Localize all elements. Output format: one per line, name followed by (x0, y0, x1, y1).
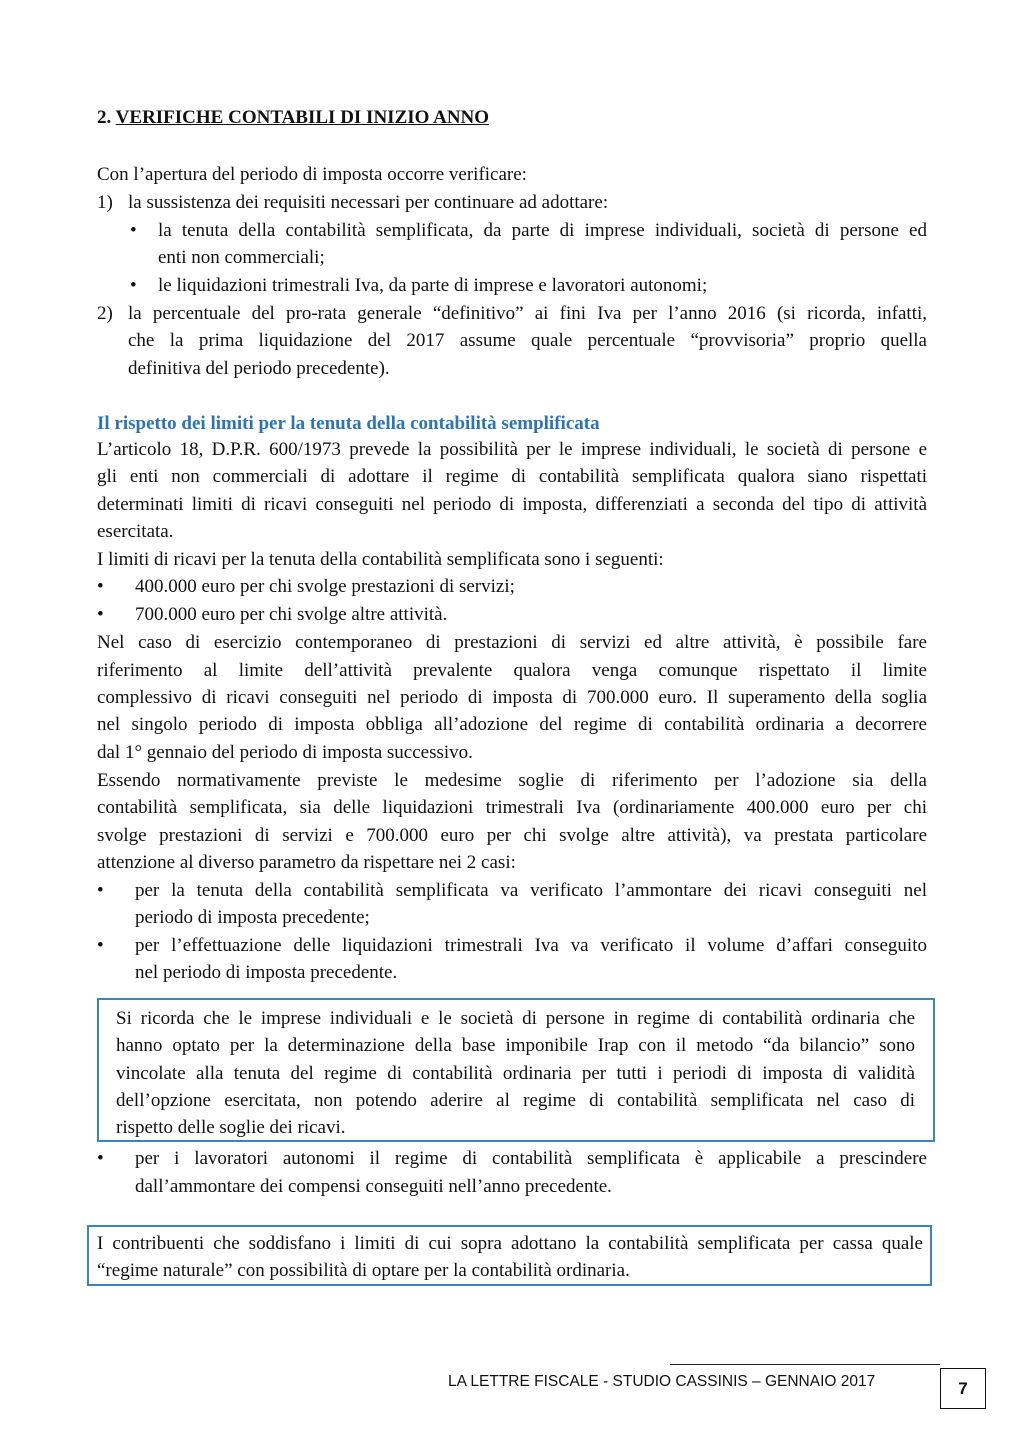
bullet-icon: • (97, 604, 104, 625)
sub-item-1-line-2: enti non commerciali; (158, 247, 325, 268)
paragraph-1-line-2: gli enti non commerciali di adottare il regime di contabilità semplificata qualora siano rispettati (97, 466, 927, 487)
paragraph-1-line-4: esercitata. (97, 521, 174, 542)
limit-1: 400.000 euro per chi svolge prestazioni di servizi; (135, 576, 515, 597)
footer-text: LA LETTRE FISCALE - STUDIO CASSINIS – GENNAIO 2017 (448, 1373, 876, 1390)
paragraph-3-line-1: Nel caso di esercizio contemporaneo di prestazioni di servizi ed altre attività, è possibile fare (97, 632, 927, 653)
paragraph-1-line-3: determinati limiti di ricavi conseguiti nel periodo di imposta, differenziati a seconda del tipo di attività (97, 494, 927, 515)
item-1-number: 1) (97, 192, 113, 213)
summary-box-line-2: “regime naturale” con possibilità di optare per la contabilità ordinaria. (97, 1260, 630, 1281)
limit-2: 700.000 euro per chi svolge altre attività. (135, 604, 448, 625)
case-3-line-2: dall’ammontare dei compensi conseguiti nell’anno precedente. (135, 1176, 612, 1197)
bullet-icon: • (97, 935, 104, 956)
case-2-line-2: nel periodo di imposta precedente. (135, 962, 398, 983)
case-3-line-1: per i lavoratori autonomi il regime di contabilità semplificata è applicabile a prescindere (135, 1148, 927, 1169)
section-title: VERIFICHE CONTABILI DI INIZIO ANNO (115, 107, 490, 128)
paragraph-3-line-3: complessivo di ricavi conseguiti nel periodo di imposta di 700.000 euro. Il superamento della soglia (97, 687, 927, 708)
paragraph-4-line-1: Essendo normativamente previste le medesime soglie di riferimento per l’adozione sia della (97, 770, 927, 791)
paragraph-3-line-5: dal 1° gennaio del periodo di imposta successivo. (97, 742, 473, 763)
page-number: 7 (940, 1368, 986, 1409)
sub-item-1-line-1: la tenuta della contabilità semplificata, da parte di imprese individuali, società di persone ed (158, 220, 927, 241)
note-box-line-5: rispetto delle soglie dei ricavi. (116, 1117, 346, 1138)
item-2-line-3: definitiva del periodo precedente). (128, 358, 390, 379)
item-2-number: 2) (97, 303, 113, 324)
paragraph-2: I limiti di ricavi per la tenuta della contabilità semplificata sono i seguenti: (97, 549, 664, 570)
case-2-line-1: per l’effettuazione delle liquidazioni trimestrali Iva va verificato il volume d’affari conseguito (135, 935, 927, 956)
subsection-heading: Il rispetto dei limiti per la tenuta della contabilità semplificata (97, 413, 600, 434)
paragraph-4-line-2: contabilità semplificata, sia delle liquidazioni trimestrali Iva (ordinariamente 400.000 euro per chi (97, 797, 927, 818)
sub-item-2: le liquidazioni trimestrali Iva, da parte di imprese e lavoratori autonomi; (158, 275, 708, 296)
item-2-line-2: che la prima liquidazione del 2017 assume quale percentuale “provvisoria” proprio quella (128, 330, 927, 351)
paragraph-3-line-4: nel singolo periodo di imposta obbliga all’adozione del regime di contabilità ordinaria a decorrere (97, 714, 927, 735)
note-box-line-3: vincolate alla tenuta del regime di contabilità ordinaria per tutti i periodi di imposta di validità (116, 1063, 915, 1084)
bullet-icon: • (130, 220, 137, 241)
note-box-line-2: hanno optato per la determinazione della base imponibile Irap con il metodo “da bilancio” sono (116, 1035, 915, 1056)
bullet-icon: • (97, 880, 104, 901)
case-1-line-1: per la tenuta della contabilità semplificata va verificato l’ammontare dei ricavi conseguiti nel (135, 880, 927, 901)
paragraph-3-line-2: riferimento al limite dell’attività prevalente qualora venga comunque rispettato il limite (97, 660, 927, 681)
case-1-line-2: periodo di imposta precedente; (135, 907, 370, 928)
paragraph-4-line-4: attenzione al diverso parametro da rispettare nei 2 casi: (97, 852, 516, 873)
bullet-icon: • (97, 1148, 104, 1169)
section-number: 2. (97, 107, 116, 128)
bullet-icon: • (130, 275, 137, 296)
note-box-line-4: dell’opzione esercitata, non potendo aderire al regime di contabilità semplificata nel caso di (116, 1090, 915, 1111)
intro-lead: Con l’apertura del periodo di imposta occorre verificare: (97, 164, 527, 185)
paragraph-1-line-1: L’articolo 18, D.P.R. 600/1973 prevede la possibilità per le imprese individuali, le società di persone e (97, 439, 927, 460)
paragraph-4-line-3: svolge prestazioni di servizi e 700.000 euro per chi svolge altre attività), va prestata particolare (97, 825, 927, 846)
section-heading (97, 106, 489, 130)
item-1-text: la sussistenza dei requisiti necessari per continuare ad adottare: (128, 192, 609, 213)
note-box-line-1: Si ricorda che le imprese individuali e le società di persone in regime di contabilità ordinaria che (116, 1008, 915, 1029)
item-2-line-1: la percentuale del pro-rata generale “definitivo” ai fini Iva per l’anno 2016 (si ricorda, infatti, (128, 303, 927, 324)
bullet-icon: • (97, 576, 104, 597)
footer-rule (670, 1364, 940, 1365)
summary-box-line-1: I contribuenti che soddisfano i limiti di cui sopra adottano la contabilità semplificata per cassa quale (97, 1233, 923, 1254)
